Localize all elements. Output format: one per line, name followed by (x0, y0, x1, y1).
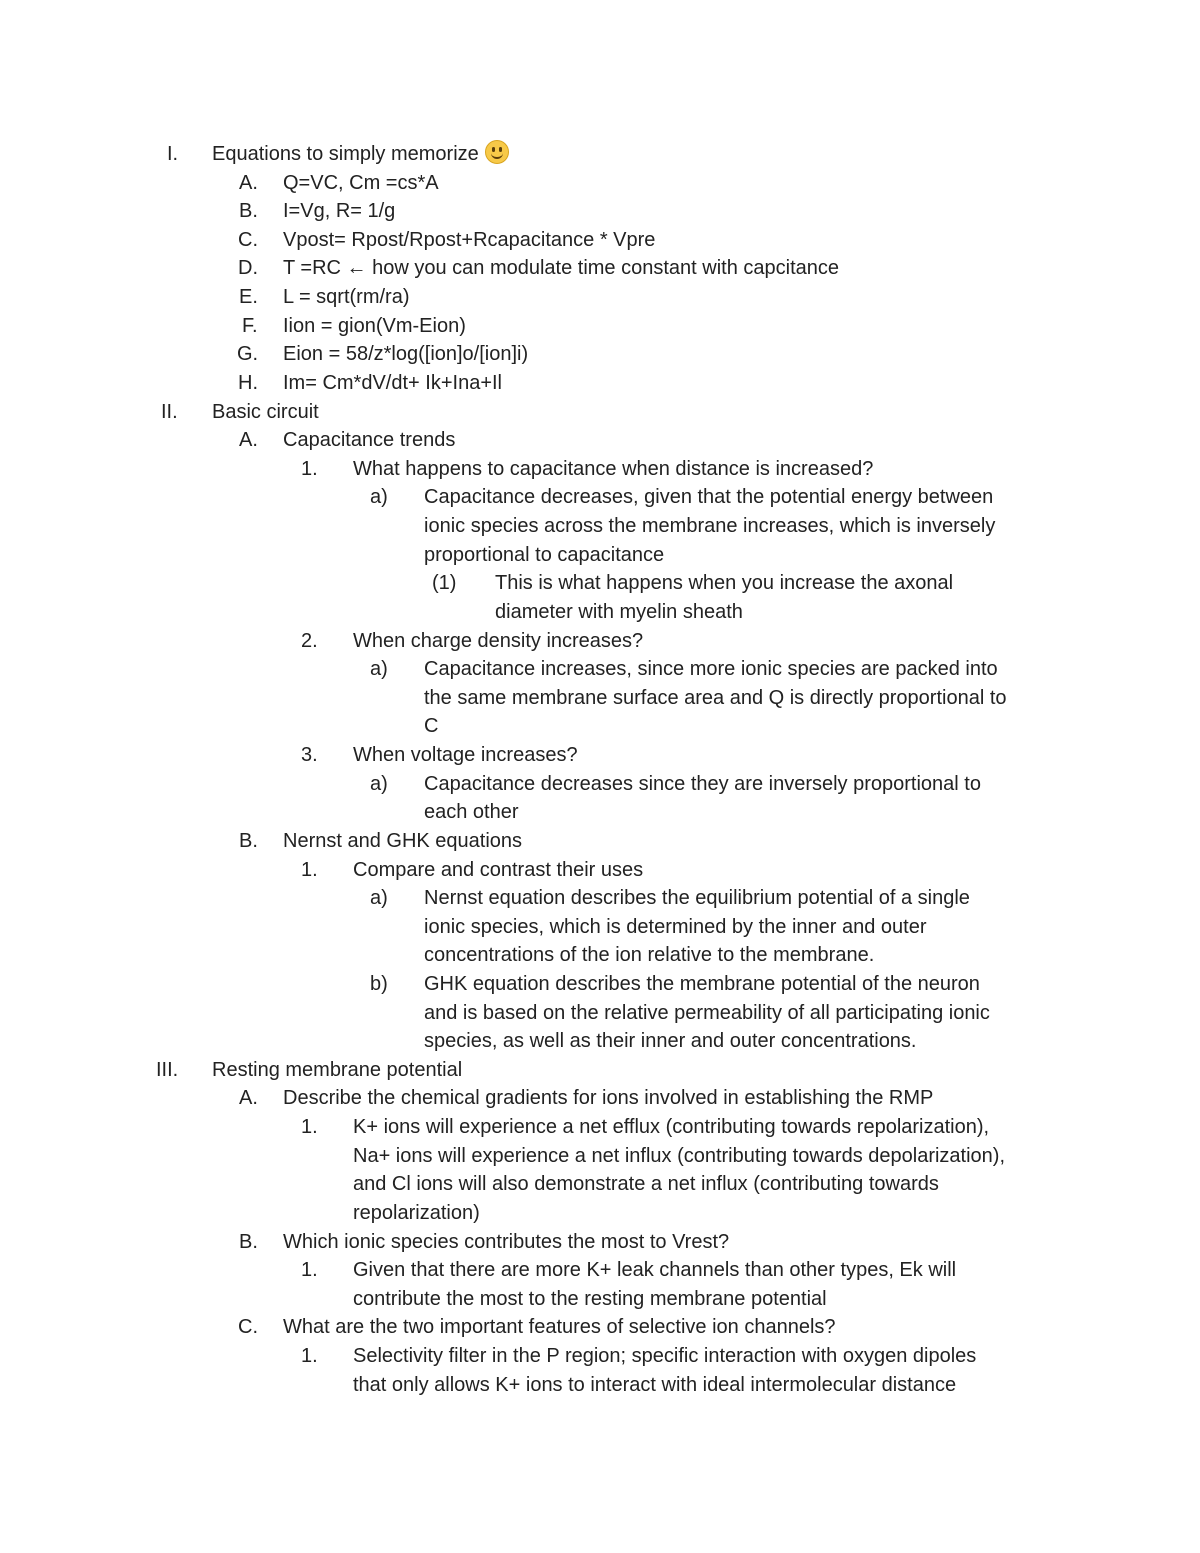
list-marker: B. (239, 1230, 258, 1253)
outline-line (0, 598, 1200, 626)
list-marker: II. (161, 400, 178, 423)
outline-text: concentrations of the ion relative to the membrane. (424, 944, 875, 967)
outline-line (0, 627, 1200, 655)
outline-text: Selectivity filter in the P region; specific interaction with oxygen dipoles (353, 1345, 977, 1368)
outline-text: Vpost= Rpost/Rpost+Rcapacitance * Vpre (283, 228, 656, 251)
slightly-smiling-face-icon (485, 140, 509, 164)
outline-text: ionic species, which is determined by the inner and outer (424, 915, 927, 938)
outline-line (0, 941, 1200, 969)
list-marker: 1. (301, 457, 318, 480)
outline-line (0, 1170, 1200, 1198)
outline-line (0, 741, 1200, 769)
list-marker: a) (370, 486, 388, 509)
list-marker: (1) (432, 572, 457, 595)
outline-line (0, 369, 1200, 397)
outline-text: T =RC ← how you can modulate time constant with capcitance (283, 257, 840, 280)
outline-line (0, 455, 1200, 483)
outline-text: What are the two important features of selective ion channels? (283, 1316, 836, 1339)
outline-text: Capacitance increases, since more ionic species are packed into (424, 658, 998, 681)
list-marker: III. (156, 1058, 179, 1081)
list-marker: 3. (301, 744, 318, 767)
outline-text: diameter with myelin sheath (495, 600, 743, 623)
outline-text: Given that there are more K+ leak channels than other types, Ek will (353, 1259, 957, 1282)
outline-text: L = sqrt(rm/ra) (283, 286, 410, 309)
outline-line (0, 426, 1200, 454)
outline-line (0, 655, 1200, 683)
outline-line (0, 1056, 1200, 1084)
outline-line (0, 1113, 1200, 1141)
outline-text: the same membrane surface area and Q is directly proportional to (424, 686, 1007, 709)
outline-line (0, 569, 1200, 597)
outline-text: Im= Cm*dV/dt+ Ik+Ina+Il (283, 371, 502, 394)
outline-line (0, 712, 1200, 740)
list-marker: 1. (301, 1116, 318, 1139)
outline-line (0, 1256, 1200, 1284)
outline-line (0, 999, 1200, 1027)
list-marker: H. (238, 371, 258, 394)
outline-text: Capacitance trends (283, 429, 456, 452)
list-marker: F. (242, 314, 258, 337)
outline-line (0, 197, 1200, 225)
outline-line (0, 169, 1200, 197)
list-marker: I. (167, 143, 179, 165)
outline-text: Which ionic species contributes the most to Vrest? (283, 1230, 730, 1253)
outline-line (0, 1342, 1200, 1370)
outline-line (0, 1142, 1200, 1170)
outline-text: Equations to simply memorize (212, 140, 509, 168)
outline-text: When charge density increases? (353, 629, 644, 652)
outline-text: species, as well as their inner and outer concentrations. (424, 1030, 917, 1053)
outline-line (0, 1027, 1200, 1055)
outline-line (0, 1084, 1200, 1112)
list-marker: a) (370, 658, 388, 681)
outline-line (0, 970, 1200, 998)
outline-line (0, 483, 1200, 511)
list-marker: 1. (301, 1345, 318, 1368)
list-marker: C. (238, 228, 258, 251)
outline-line (0, 312, 1200, 340)
outline-line (0, 398, 1200, 426)
outline-line (0, 254, 1200, 282)
list-marker: G. (237, 343, 259, 366)
outline-text: Capacitance decreases, given that the potential energy between (424, 486, 994, 509)
outline-text: and Cl ions will also demonstrate a net influx (contributing towards (353, 1173, 939, 1196)
list-marker: 1. (301, 1259, 318, 1282)
outline-text: K+ ions will experience a net efflux (contributing towards repolarization), (353, 1116, 990, 1139)
outline-text: proportional to capacitance (424, 543, 665, 566)
outline-text: Describe the chemical gradients for ions involved in establishing the RMP (283, 1087, 934, 1110)
outline-text: Capacitance decreases since they are inversely proportional to (424, 772, 981, 795)
list-marker: a) (370, 887, 388, 910)
outline-text: that only allows K+ ions to interact with ideal intermolecular distance (353, 1373, 957, 1396)
list-marker: B. (239, 200, 258, 223)
outline-text: GHK equation describes the membrane potential of the neuron (424, 972, 980, 995)
outline-text: and is based on the relative permeability of all participating ionic (424, 1001, 990, 1024)
outline-line (0, 913, 1200, 941)
outline-line (0, 226, 1200, 254)
list-marker: B. (239, 829, 258, 852)
outline-line (0, 283, 1200, 311)
outline-line (0, 798, 1200, 826)
outline-text: What happens to capacitance when distance is increased? (353, 457, 874, 480)
outline-text: Basic circuit (212, 400, 319, 423)
outline-line (0, 1285, 1200, 1313)
outline-line (0, 770, 1200, 798)
outline-line (0, 340, 1200, 368)
list-marker: a) (370, 772, 388, 795)
outline-text: ionic species across the membrane increases, which is inversely (424, 515, 996, 538)
outline-line (0, 684, 1200, 712)
outline-text: Iion = gion(Vm-Eion) (283, 314, 466, 337)
outline-text: Eion = 58/z*log([ion]o/[ion]i) (283, 343, 529, 366)
outline-text: This is what happens when you increase the axonal (495, 572, 954, 595)
outline-line (0, 1313, 1200, 1341)
outline-text: Na+ ions will experience a net influx (contributing towards depolarization), (353, 1144, 1006, 1167)
outline-text: each other (424, 801, 519, 824)
outline-line (0, 1371, 1200, 1399)
outline-text: Compare and contrast their uses (353, 858, 644, 881)
outline-text: Q=VC, Cm =cs*A (283, 171, 439, 194)
list-marker: 1. (301, 858, 318, 881)
outline-text: Resting membrane potential (212, 1058, 463, 1081)
outline-line (0, 856, 1200, 884)
outline-line (0, 512, 1200, 540)
list-marker: A. (239, 1087, 258, 1110)
outline-line (0, 140, 1200, 168)
outline-line (0, 1199, 1200, 1227)
outline-text: Nernst equation describes the equilibrium potential of a single (424, 887, 970, 910)
list-marker: E. (239, 286, 258, 309)
outline-line (0, 884, 1200, 912)
outline-text: repolarization) (353, 1201, 480, 1224)
list-marker: C. (238, 1316, 258, 1339)
outline-text: C (424, 715, 439, 738)
outline-text: Nernst and GHK equations (283, 829, 523, 852)
outline-line (0, 541, 1200, 569)
outline-text: contribute the most to the resting membrane potential (353, 1287, 827, 1310)
list-marker: D. (238, 257, 258, 280)
outline-line (0, 1228, 1200, 1256)
list-marker: 2. (301, 629, 318, 652)
list-marker: b) (370, 972, 388, 995)
list-marker: A. (239, 429, 258, 452)
outline-text: When voltage increases? (353, 744, 578, 767)
outline-line (0, 827, 1200, 855)
outline-text: I=Vg, R= 1/g (283, 200, 396, 223)
list-marker: A. (239, 171, 258, 194)
